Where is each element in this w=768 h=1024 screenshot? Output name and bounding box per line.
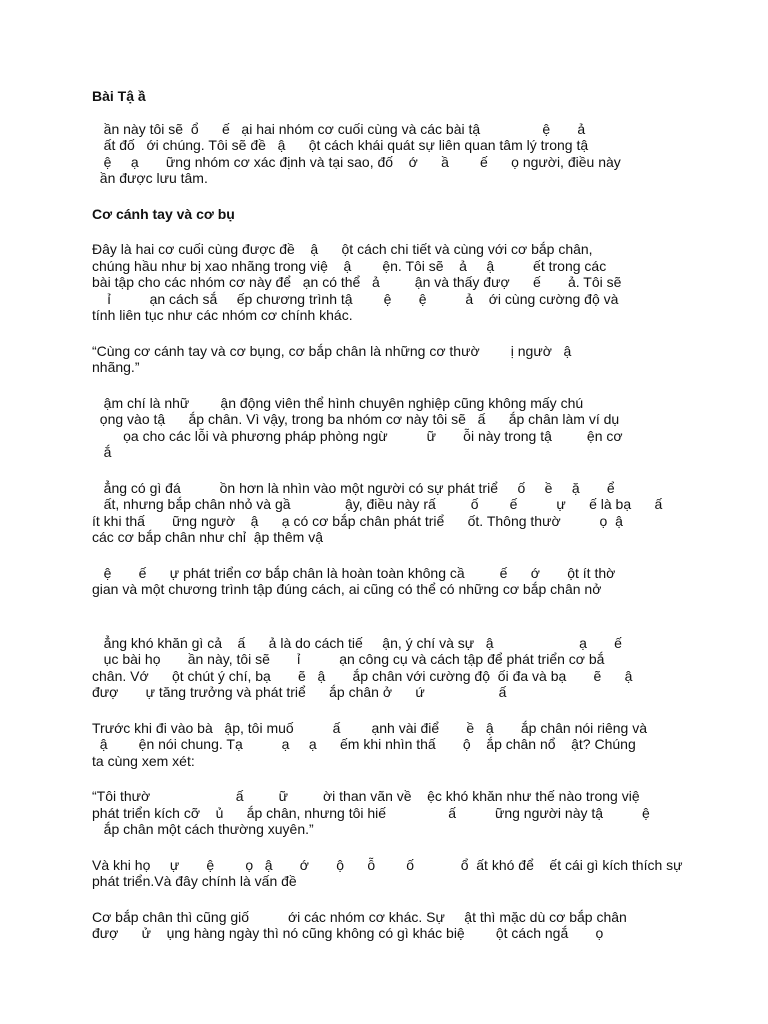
- paragraph-line: ỉ ạn cách sắ ếp chương trình tậ ệ ệ ả ới cùng cường độ và: [92, 290, 619, 307]
- paragraph: [92, 565, 678, 598]
- paragraph-line: ệ ế ự phát triển cơ bắp chân là hoàn toàn không cầ ế ớ ột ít thờ: [92, 564, 616, 581]
- paragraph-line: ậ ện nói chung. Tạ ạ ạ ếm khi nhìn thấ ộ ắp chân nổ ật? Chúng: [92, 736, 636, 752]
- paragraph-line: “Cùng cơ cánh tay và cơ bụng, cơ bắp chân là những cơ thườ ị ngườ ậ: [92, 342, 572, 359]
- paragraph-line: ọng vào tậ ắp chân. Vì vậy, trong ba nhóm cơ này tôi sẽ ấ ắp chân làm ví dụ: [92, 411, 620, 427]
- paragraph: [92, 480, 678, 546]
- paragraph-line: ục bài họ ần này, tôi sẽ ỉ ạn công cụ và cách tập để phát triển cơ bắ: [92, 651, 605, 667]
- paragraph: [92, 909, 678, 942]
- paragraph-line: tính liên tục như các nhóm cơ chính khác.: [92, 307, 353, 323]
- document-body: [92, 120, 683, 942]
- paragraph-line: ất, nhưng bắp chân nhỏ và gầ ậy, điều này rấ ố ế ự ế là bạ ấ: [92, 496, 663, 512]
- paragraph-line: Cơ bắp chân thì cũng giố ới các nhóm cơ khác. Sự ật thì mặc dù cơ bắp chân: [92, 908, 627, 925]
- paragraph-line: chân. Vớ ột chút ý chí, bạ ẽ ậ ắp chân với cường độ ối đa và bạ ẽ ậ: [92, 667, 633, 684]
- paragraph-line: gian và một chương trình tập đúng cách, ai cũng có thể có những cơ bắp chân nở: [92, 581, 602, 597]
- paragraph-line: ất đố ới chúng. Tôi sẽ đề ậ ột cách khái quát sự liên quan tâm lý trong tậ: [92, 137, 589, 153]
- paragraph-line: ẳng khó khăn gì cả ấ ả là do cách tiế ận, ý chí và sự ậ ạ ế: [92, 634, 622, 651]
- paragraph-line: phát triển.Và đây chính là vấn đề: [92, 873, 297, 889]
- paragraph-line: nhãng.”: [92, 359, 140, 375]
- paragraph-line: chúng hầu như bị xao nhãng trong việ ậ ện. Tôi sẽ ả ậ ết trong các: [92, 257, 607, 274]
- paragraph-line: đượ ự tăng trưởng và phát triể ắp chân ở ứ ấ: [92, 684, 507, 700]
- paragraph: [92, 788, 678, 838]
- paragraph-line: ần được lưu tâm.: [92, 170, 208, 186]
- paragraph: [92, 121, 678, 187]
- paragraph-line: Đây là hai cơ cuối cùng được đề ậ ột cách chi tiết và cùng với cơ bắp chân,: [92, 241, 593, 257]
- paragraph: [92, 635, 678, 701]
- paragraph-line: phát triển kích cỡ ủ ắp chân, nhưng tôi hiế ấ ững người này tậ ệ: [92, 804, 650, 821]
- paragraph-line: “Tôi thườ ấ ữ ời than vãn về ệc khó khăn như thế nào trong việ: [92, 788, 640, 804]
- paragraph-line: ọa cho các lỗi và phương pháp phòng ngừ ữ ỗi này trong tậ ện cơ: [92, 427, 623, 444]
- paragraph-line: Và khi họ ự ệ ọ ậ ớ ộ ỗ ố ổ ất khó để ết cái gì kích thích sự: [92, 856, 683, 873]
- paragraph: [92, 720, 678, 770]
- paragraph-line: ắp chân một cách thường xuyên.”: [92, 821, 314, 837]
- paragraph: [92, 241, 678, 324]
- paragraph: [92, 856, 683, 890]
- paragraph-line: ẳng có gì đá ồn hơn là nhìn vào một người có sự phát triể ố ề ặ ể: [92, 479, 615, 496]
- paragraph-line: ta cùng xem xét:: [92, 752, 195, 769]
- paragraph-line: Trước khi đi vào bà ập, tôi muố ấ ạnh vài điể ề ậ ắp chân nói riêng và: [92, 719, 647, 736]
- section-heading: Cơ cánh tay và cơ bụ: [92, 205, 235, 222]
- paragraph-line: ắ: [92, 444, 112, 460]
- paragraph-line: các cơ bắp chân như chỉ ập thêm vậ: [92, 529, 324, 545]
- paragraph-line: ậm chí là nhữ ận động viên thể hình chuyên nghiệp cũng không mấy chú: [92, 394, 584, 411]
- paragraph-line: đượ ử ụng hàng ngày thì nó cũng không có gì khác biệ ột cách ngắ ọ: [92, 925, 604, 941]
- paragraph-line: bài tập cho các nhóm cơ này để ạn có thể ả ận và thấy đượ ế ả. Tôi sẽ: [92, 274, 622, 290]
- paragraph: [92, 395, 678, 461]
- paragraph-line: ần này tôi sẽ ổ ế ại hai nhóm cơ cuối cùng và các bài tậ ệ ả: [92, 120, 586, 137]
- document-title: Bài Tậ ầ: [92, 88, 146, 104]
- paragraph: [92, 343, 678, 376]
- paragraph-line: ít khi thấ ững ngườ ậ ạ có cơ bắp chân phát triể ốt. Thông thườ ọ ậ: [92, 512, 623, 529]
- paragraph-spacer: [92, 617, 678, 635]
- paragraph-line: ệ ạ ững nhóm cơ xác định và tại sao, đố ớ ầ ế ọ người, điều này: [92, 153, 621, 170]
